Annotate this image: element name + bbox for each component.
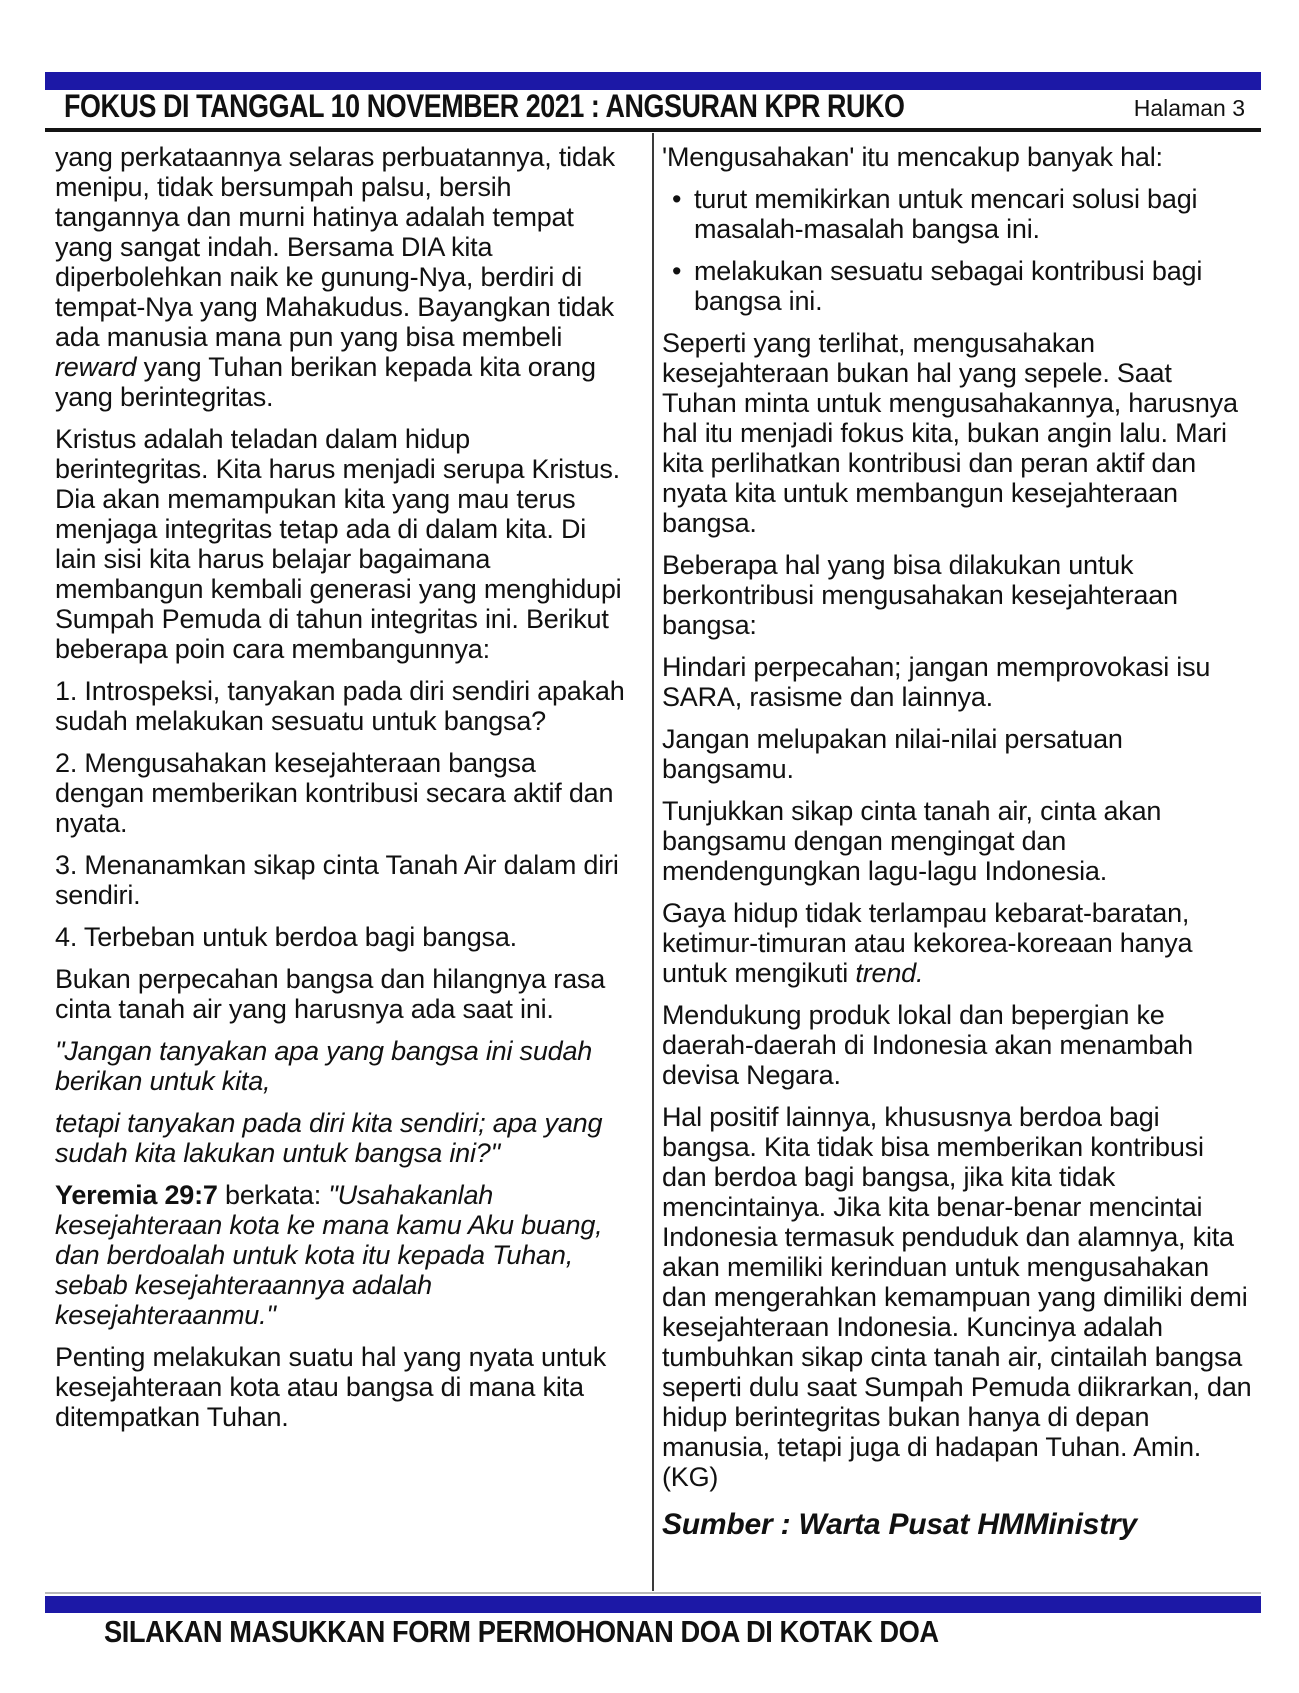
bottom-blue-bar bbox=[45, 1596, 1261, 1613]
text-segment: turut memikirkan untuk mencari solusi bagi masalah-masalah bangsa ini. bbox=[694, 184, 1198, 244]
footer-notice: SILAKAN MASUKKAN FORM PERMOHONAN DOA DI KOTAK DOA bbox=[104, 1614, 939, 1649]
paragraph bbox=[55, 424, 627, 664]
right-column bbox=[662, 142, 1252, 1552]
bullet-item bbox=[662, 184, 1252, 244]
text-segment: melakukan sesuatu sebagai kontribusi bagi bangsa ini. bbox=[694, 256, 1203, 316]
text-segment: Kristus adalah teladan dalam hidup berintegritas. Kita harus menjadi serupa Kristus. Dia akan memampukan kita yang mau terus menjaga integritas tetap ada di dalam kita. Di lain sisi kita harus belajar bagaimana membangun kembali generasi yang menghidupi Sumpah Pemuda di tahun integritas ini. Berikut beberapa poin cara membangunnya: bbox=[55, 424, 622, 664]
page-number-label: Halaman 3 bbox=[1133, 95, 1245, 121]
text-segment: 2. Mengusahakan kesejahteraan bangsa dengan memberikan kontribusi secara aktif dan nyata. bbox=[55, 748, 614, 838]
text-segment: Mendukung produk lokal dan bepergian ke daerah-daerah di Indonesia akan menambah devisa Negara. bbox=[662, 1000, 1193, 1090]
text-segment: Seperti yang terlihat, mengusahakan kesejahteraan bukan hal yang sepele. Saat Tuhan minta untuk mengusahakannya, harusnya hal itu menjadi fokus kita, bukan angin lalu. Mari kita perlihatkan kontribusi dan peran aktif dan nyata kita untuk membangun kesejahteraan bangsa. bbox=[662, 328, 1238, 538]
paragraph bbox=[662, 142, 1252, 172]
footer-hairline bbox=[45, 1592, 1261, 1594]
text-segment: reward bbox=[55, 352, 137, 382]
paragraph bbox=[662, 550, 1252, 640]
paragraph bbox=[662, 652, 1252, 712]
text-segment: yang perkataannya selaras perbuatannya, tidak menipu, tidak bersumpah palsu, bersih tangannya dan murni hatinya adalah tempat yang sangat indah. Bersama DIA kita diperbolehkan naik ke gunung-Nya, berdiri di tempat-Nya yang Mahakudus. Bayangkan tidak ada manusia mana pun yang bisa membeli bbox=[55, 142, 615, 352]
text-segment: Hal positif lainnya, khususnya berdoa bagi bangsa. Kita tidak bisa memberikan kontribusi dan berdoa bagi bangsa, jika kita tidak mencintainya. Jika kita benar-benar mencintai Indonesia termasuk penduduk dan alamnya, kita akan memiliki kerinduan untuk mengusahakan dan mengerahkan kemampuan yang dimiliki demi kesejahteraan Indonesia. Kuncinya adalah tumbuhkan sikap cinta tanah air, cintailah bangsa seperti dulu saat Sumpah Pemuda diikrarkan, dan hidup berintegritas bukan hanya di depan manusia, tetapi juga di hadapan Tuhan. Amin. (KG) bbox=[662, 1102, 1252, 1492]
text-segment: "Jangan tanyakan apa yang bangsa ini sudah berikan untuk kita, bbox=[55, 1036, 593, 1096]
text-segment: 1. Introspeksi, tanyakan pada diri sendiri apakah sudah melakukan sesuatu untuk bangsa? bbox=[55, 676, 625, 736]
paragraph bbox=[55, 748, 627, 838]
paragraph bbox=[662, 724, 1252, 784]
page-title: FOKUS DI TANGGAL 10 NOVEMBER 2021 : ANGSURAN KPR RUKO bbox=[64, 88, 905, 124]
text-segment: Bukan perpecahan bangsa dan hilangnya rasa cinta tanah air yang harusnya ada saat ini. bbox=[55, 964, 606, 1024]
text-segment: 3. Menanamkan sikap cinta Tanah Air dalam diri sendiri. bbox=[55, 850, 619, 910]
paragraph bbox=[55, 1108, 627, 1168]
paragraph bbox=[662, 796, 1252, 886]
text-segment: yang Tuhan berikan kepada kita orang yang berintegritas. bbox=[55, 352, 596, 412]
paragraph bbox=[55, 1342, 627, 1432]
paragraph bbox=[662, 328, 1252, 538]
text-segment: "Usahakanlah kesejahteraan kota ke mana kamu Aku buang, dan berdoalah untuk kota itu kepada Tuhan, sebab kesejahteraannya adalah kesejahteraanmu." bbox=[55, 1180, 603, 1330]
header-rule bbox=[45, 128, 1261, 132]
text-segment: Gaya hidup tidak terlampau kebarat-baratan, ketimur-timuran atau kekorea-koreaan hanya untuk mengikuti bbox=[662, 898, 1193, 988]
text-segment: Yeremia 29:7 bbox=[55, 1180, 218, 1210]
text-segment: Sumber : Warta Pusat HMMinistry bbox=[662, 1508, 1138, 1541]
text-segment: Penting melakukan suatu hal yang nyata untuk kesejahteraan kota atau bangsa di mana kita ditempatkan Tuhan. bbox=[55, 1342, 607, 1432]
text-segment: trend. bbox=[855, 958, 924, 988]
paragraph bbox=[55, 1036, 627, 1096]
bullet-item bbox=[662, 256, 1252, 316]
paragraph bbox=[662, 1000, 1252, 1090]
bullet-text bbox=[694, 184, 1252, 244]
bullet-icon: • bbox=[672, 184, 682, 214]
text-segment: Tunjukkan sikap cinta tanah air, cinta akan bangsamu dengan mengingat dan mendengungkan lagu-lagu Indonesia. bbox=[662, 796, 1162, 886]
text-segment: tetapi tanyakan pada diri kita sendiri; apa yang sudah kita lakukan untuk bangsa ini?" bbox=[55, 1108, 603, 1168]
paragraph bbox=[662, 898, 1252, 988]
paragraph bbox=[55, 850, 627, 910]
left-column bbox=[55, 142, 627, 1444]
source-line bbox=[662, 1510, 1252, 1540]
text-segment: 4. Terbeban untuk berdoa bagi bangsa. bbox=[55, 922, 517, 952]
paragraph bbox=[55, 964, 627, 1024]
text-segment: 'Mengusahakan' itu mencakup banyak hal: bbox=[662, 142, 1163, 172]
paragraph bbox=[55, 142, 627, 412]
bullet-text bbox=[694, 256, 1252, 316]
paragraph bbox=[662, 1102, 1252, 1492]
bullet-icon: • bbox=[672, 256, 682, 286]
text-segment: Jangan melupakan nilai-nilai persatuan bangsamu. bbox=[662, 724, 1123, 784]
paragraph bbox=[55, 676, 627, 736]
paragraph bbox=[55, 922, 627, 952]
paragraph bbox=[55, 1180, 627, 1330]
text-segment: Beberapa hal yang bisa dilakukan untuk berkontribusi mengusahakan kesejahteraan bangsa: bbox=[662, 550, 1178, 640]
text-segment: Hindari perpecahan; jangan memprovokasi isu SARA, rasisme dan lainnya. bbox=[662, 652, 1211, 712]
column-divider bbox=[652, 133, 654, 1591]
text-segment: berkata: bbox=[217, 1180, 329, 1210]
